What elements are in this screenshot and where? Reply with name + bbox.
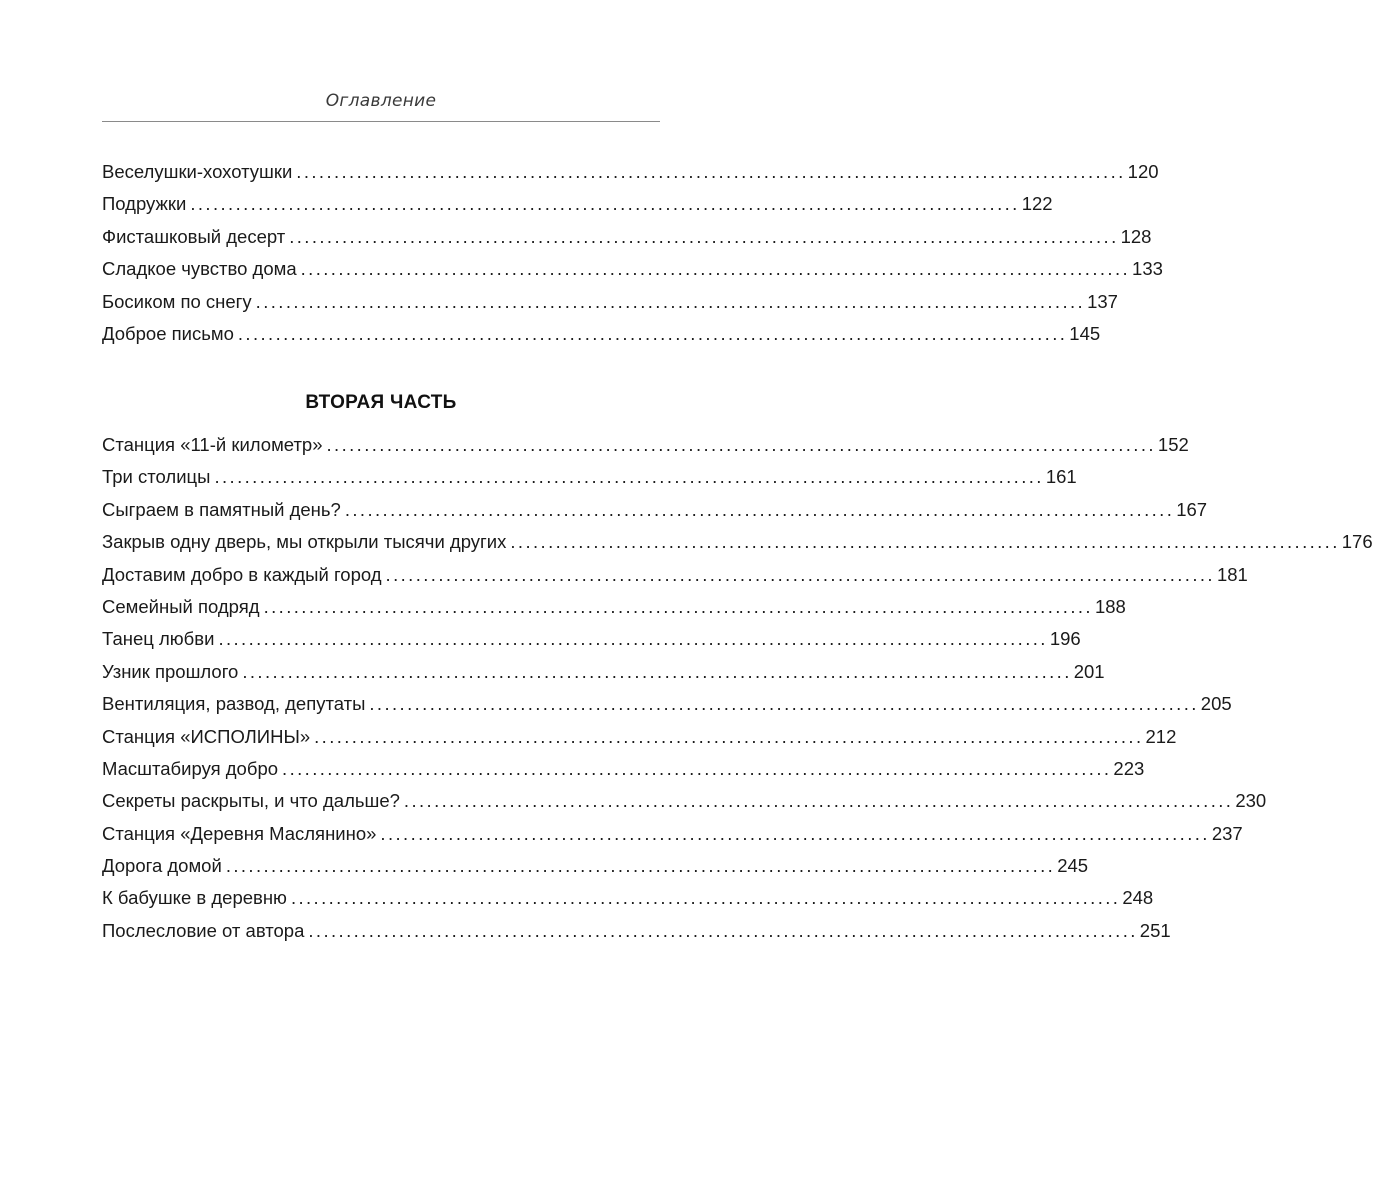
toc-leader-dots: .............................................................................................................. [385, 563, 1215, 585]
toc-entry-title: Подружки [102, 193, 187, 215]
toc-entry[interactable] [102, 429, 1189, 461]
toc-leader-dots: .............................................................................................................. [344, 498, 1175, 520]
toc-entry[interactable] [102, 882, 1154, 914]
toc-entry[interactable] [102, 188, 1053, 220]
toc-entry-page: 212 [1145, 725, 1177, 747]
toc-entry-page: 128 [1120, 225, 1152, 247]
toc-entry-title: Послесловие от автора [102, 919, 305, 941]
toc-leader-dots: .............................................................................................................. [214, 466, 1044, 488]
toc-entry[interactable] [102, 559, 1248, 591]
toc-entry-title: Веселушки-хохотушки [102, 161, 293, 182]
toc-entry-page: 133 [1132, 258, 1163, 280]
toc-entry[interactable] [102, 253, 1163, 285]
toc-entry-title: Дорога домой [102, 855, 222, 877]
toc-entry-title: Закрыв одну дверь, мы открыли тысячи других [102, 531, 507, 553]
section-heading: ВТОРАЯ ЧАСТЬ [305, 392, 457, 413]
toc-entry[interactable] [102, 915, 1171, 947]
toc-leader-dots: .............................................................................................................. [237, 322, 1068, 344]
toc-entry-page: 145 [1069, 322, 1101, 344]
toc-entry-page: 120 [1127, 161, 1159, 182]
toc-list-first-part [102, 156, 1163, 350]
toc-entry-page: 152 [1157, 434, 1189, 455]
toc-leader-dots: .............................................................................................................. [242, 660, 1072, 682]
toc-entry-title: Станция «Деревня Маслянино» [102, 822, 377, 844]
toc-entry-page: 196 [1049, 628, 1081, 650]
toc-leader-dots: .............................................................................................................. [263, 595, 1093, 617]
toc-leader-dots: .............................................................................................................. [190, 193, 1020, 215]
toc-entry-page: 161 [1045, 466, 1077, 488]
toc-entry[interactable] [102, 688, 1232, 720]
toc-entry-page: 188 [1094, 595, 1126, 617]
toc-entry-title: Масштабируя добро [102, 757, 279, 779]
toc-leader-dots: .............................................................................................................. [296, 161, 1126, 182]
toc-entry-page: 176 [1341, 531, 1373, 553]
toc-list-second-part [102, 429, 1373, 947]
toc-entry[interactable] [102, 721, 1177, 753]
toc-entry[interactable] [102, 850, 1089, 882]
toc-entry-page: 230 [1235, 790, 1267, 812]
toc-leader-dots: .............................................................................................................. [369, 693, 1199, 715]
toc-entry[interactable] [102, 221, 1152, 253]
toc-entry-page: 181 [1216, 563, 1248, 585]
toc-entry-title: Три столицы [102, 466, 211, 488]
toc-entry-page: 201 [1073, 660, 1105, 682]
running-head: Оглавление [325, 91, 437, 111]
toc-leader-dots: .............................................................................................................. [510, 531, 1340, 553]
toc-leader-dots: .............................................................................................................. [380, 822, 1210, 844]
toc-entry-title: Доброе письмо [102, 322, 234, 344]
toc-entry-page: 122 [1021, 193, 1053, 215]
toc-entry-title: Доставим добро в каждый город [102, 563, 382, 585]
toc-leader-dots: .............................................................................................................. [403, 790, 1234, 812]
toc-entry-title: Семейный подряд [102, 595, 260, 617]
toc-entry-page: 251 [1139, 919, 1171, 941]
toc-entry[interactable] [102, 753, 1145, 785]
toc-leader-dots: .............................................................................................................. [308, 919, 1138, 941]
toc-leader-dots: .............................................................................................................. [326, 434, 1156, 455]
toc-entry[interactable] [102, 785, 1267, 817]
toc-entry[interactable] [102, 591, 1126, 623]
toc-leader-dots: .............................................................................................................. [218, 628, 1048, 650]
toc-entry-title: Вентиляция, развод, депутаты [102, 693, 366, 715]
toc-entry-title: Станция «11-й километр» [102, 434, 323, 455]
toc-entry-title: Босиком по снегу [102, 290, 252, 312]
toc-entry-page: 205 [1200, 693, 1232, 715]
toc-entry[interactable] [102, 494, 1208, 526]
toc-entry-title: Станция «ИСПОЛИНЫ» [102, 725, 311, 747]
toc-entry[interactable] [102, 623, 1081, 655]
toc-entry-title: Танец любви [102, 628, 215, 650]
toc-entry[interactable] [102, 318, 1101, 350]
toc-entry-title: К бабушке в деревню [102, 887, 287, 909]
toc-leader-dots: .............................................................................................................. [289, 225, 1119, 247]
toc-leader-dots: .............................................................................................................. [225, 855, 1056, 877]
toc-entry-title: Секреты раскрыты, и что дальше? [102, 790, 400, 812]
toc-leader-dots: .............................................................................................................. [314, 725, 1144, 747]
toc-entry[interactable] [102, 526, 1373, 558]
toc-entry-title: Фисташковый десерт [102, 225, 286, 247]
toc-entry-page: 223 [1113, 757, 1145, 779]
toc-entry-title: Узник прошлого [102, 660, 239, 682]
toc-entry-title: Сыграем в памятный день? [102, 498, 341, 520]
toc-entry-page: 237 [1211, 822, 1243, 844]
toc-entry[interactable] [102, 286, 1118, 318]
toc-leader-dots: .............................................................................................................. [255, 290, 1086, 312]
toc-leader-dots: .............................................................................................................. [300, 258, 1131, 280]
toc-entry[interactable] [102, 656, 1105, 688]
toc-entry-page: 248 [1122, 887, 1154, 909]
toc-leader-dots: .............................................................................................................. [290, 887, 1121, 909]
toc-entry[interactable] [102, 818, 1243, 850]
toc-entry-page: 245 [1057, 855, 1089, 877]
toc-leader-dots: .............................................................................................................. [282, 757, 1112, 779]
toc-entry-page: 167 [1176, 498, 1208, 520]
toc-entry[interactable] [102, 156, 1159, 188]
toc-entry-title: Сладкое чувство дома [102, 258, 297, 280]
header-rule [102, 121, 660, 122]
toc-entry-page: 137 [1087, 290, 1118, 312]
toc-entry[interactable] [102, 461, 1077, 493]
